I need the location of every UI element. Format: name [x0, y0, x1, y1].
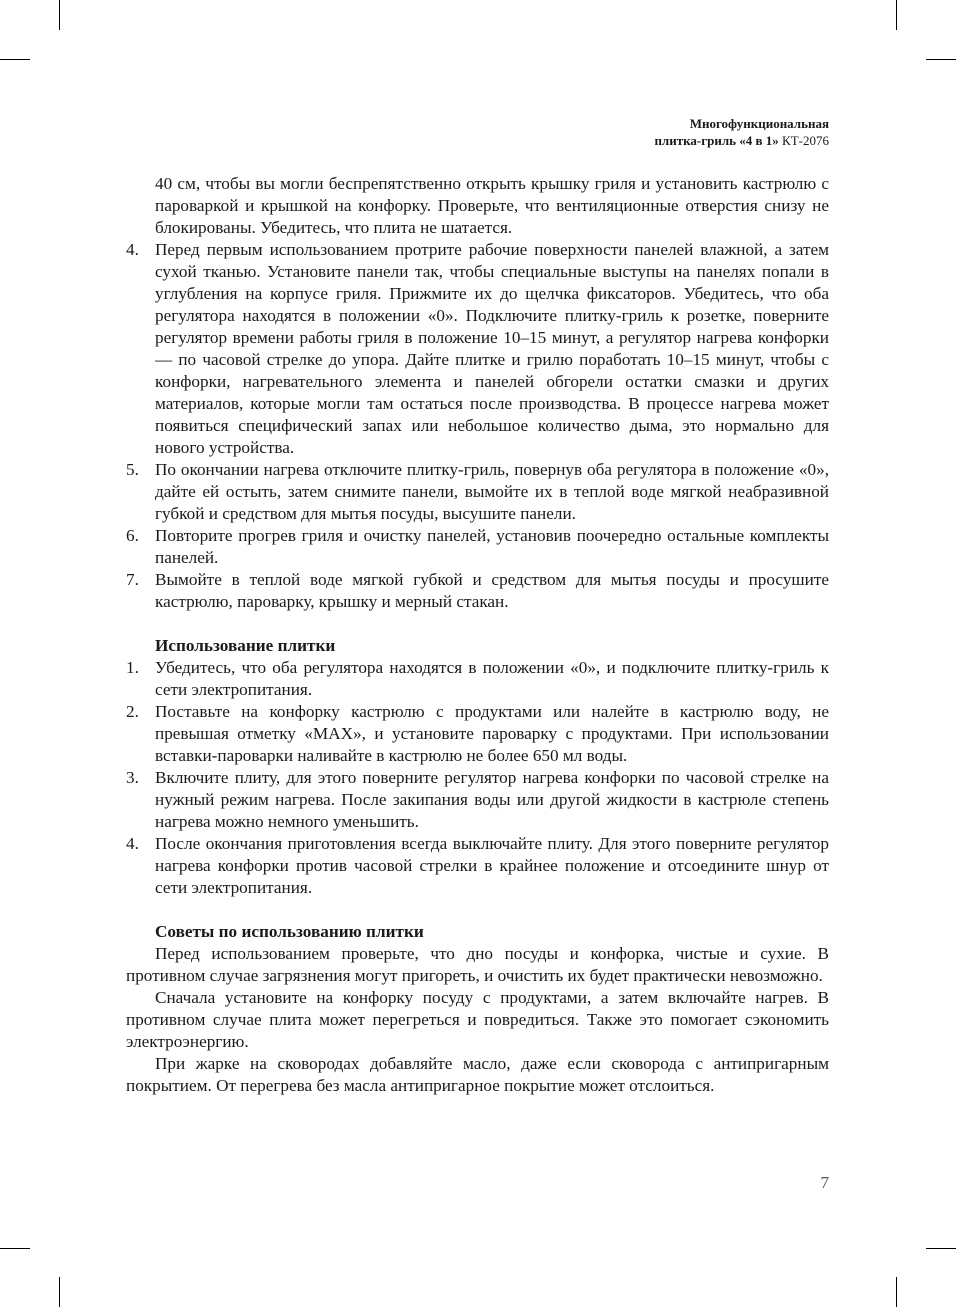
- list-text: Убедитесь, что оба регулятора находятся в положении «0», и подключите плитку-гриль к сети электропитания.: [155, 658, 829, 699]
- tips-paragraph: Сначала установите на конфорку посуду с продуктами, а затем включайте нагрев. В противном случае плита может перегреться и повредиться. Также это помогает сэкономить электроэнергию.: [126, 988, 829, 1051]
- section-title-usage: Использование плитки: [155, 636, 336, 655]
- list-number: 6.: [126, 526, 139, 545]
- running-header: [654, 115, 829, 149]
- tips-paragraph: При жарке на сковородах добавляйте масло, даже если сковорода с антипригарным покрытием. От перегрева без масла антипригарное покрытие может отслоиться.: [126, 1054, 829, 1095]
- header-product: плитка-гриль «4 в 1»: [654, 133, 779, 148]
- crop-mark: [59, 1277, 60, 1307]
- tips-paragraph: Перед использованием проверьте, что дно посуды и конфорка, чистые и сухие. В противном случае загрязнения могут пригореть, и очистить их будет практически невозможно.: [126, 944, 829, 985]
- list-number: 3.: [126, 768, 139, 787]
- prep-list: [126, 239, 829, 613]
- list-number: 4.: [126, 240, 139, 259]
- list-item: [126, 657, 829, 701]
- continuation-text: 40 см, чтобы вы могли беспрепятственно открыть крышку гриля и установить кастрюлю с пароваркой и крышкой на конфорку. Проверьте, что вентиляционные отверстия снизу не блокированы. Убедитесь, что плита не шатается.: [155, 174, 829, 237]
- list-number: 7.: [126, 570, 139, 589]
- list-item: [126, 701, 829, 767]
- list-item: [126, 459, 829, 525]
- crop-mark: [926, 1248, 956, 1249]
- list-text: После окончания приготовления всегда выключайте плиту. Для этого поверните регулятор нагрева конфорки против часовой стрелки в крайнее положение и отсоедините шнур от сети электропитания.: [155, 834, 829, 897]
- list-text: По окончании нагрева отключите плитку-гриль, повернув оба регулятора в положение «0», дайте ей остыть, затем снимите панели, вымойте их в теплой воде мягкой неабразивной губкой и средством для мытья посуды, высушите панели.: [155, 460, 829, 523]
- list-item: [126, 569, 829, 613]
- page-content: [126, 173, 829, 1097]
- list-number: 4.: [126, 834, 139, 853]
- usage-list: [126, 657, 829, 899]
- header-line1: Многофункциональная: [689, 116, 829, 131]
- list-number: 5.: [126, 460, 139, 479]
- list-text: Вымойте в теплой воде мягкой губкой и средством для мытья посуды и просушите кастрюлю, пароварку, крышку и мерный стакан.: [155, 570, 829, 611]
- crop-mark: [0, 1248, 30, 1249]
- list-item: [126, 525, 829, 569]
- crop-mark: [896, 1277, 897, 1307]
- header-model: КТ-2076: [782, 133, 829, 148]
- list-item: [126, 239, 829, 459]
- list-number: 1.: [126, 658, 139, 677]
- list-text: Включите плиту, для этого поверните регулятор нагрева конфорки по часовой стрелке на нужный режим нагрева. После закипания воды или другой жидкости в кастрюле степень нагрева можно немного уменьшить.: [155, 768, 829, 831]
- crop-mark: [0, 59, 30, 60]
- list-item: [126, 833, 829, 899]
- crop-mark: [896, 0, 897, 30]
- list-text: Перед первым использованием протрите рабочие поверхности панелей влажной, а затем сухой тканью. Установите панели так, чтобы специальные выступы на панелях попали в углубления на корпусе гриля. Прижмите их до щелчка фиксаторов. Убедитесь, что оба регулятора находятся в положении «0». Подключите плитку-гриль к розетке, поверните регулятор времени работы гриля в положение 10–15 минут, а регулятор нагрева конфорки — по часовой стрелке до упора. Дайте плитке и грилю поработать 10–15 минут, чтобы с конфорки, нагревательного элемента и панелей обгорели остатки смазки и других материалов, которые могли там остаться после производства. В процессе нагрева может появиться специфический запах или небольшое количество дыма, это нормально для нового устройства.: [155, 240, 829, 457]
- crop-mark: [926, 59, 956, 60]
- page-number: 7: [820, 1173, 829, 1192]
- section-title-tips: Советы по использованию плитки: [155, 922, 424, 941]
- list-item: [126, 767, 829, 833]
- list-number: 2.: [126, 702, 139, 721]
- list-text: Повторите прогрев гриля и очистку панелей, установив поочередно остальные комплекты панелей.: [155, 526, 829, 567]
- list-text: Поставьте на конфорку кастрюлю с продуктами или налейте в кастрюлю воду, не превышая отметку «MAX», и установите пароварку с продуктами. При использовании вставки-пароварки наливайте в кастрюлю не более 650 мл воды.: [155, 702, 829, 765]
- crop-mark: [59, 0, 60, 30]
